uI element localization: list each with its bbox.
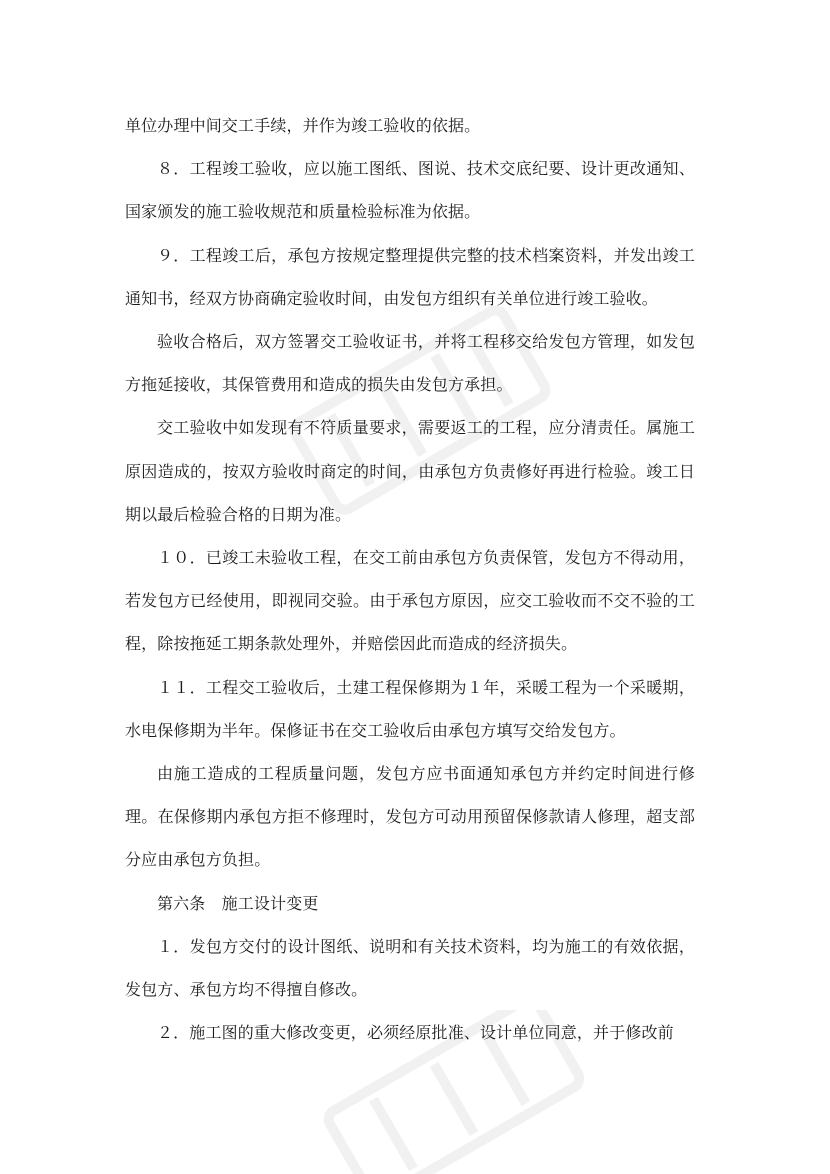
paragraph-3: ９．工程竣工后，承包方按规定整理提供完整的技术档案资料，并发出竣工通知书，经双方协商确定验收时间，由发包方组织有关单位进行竣工验收。 — [125, 245, 695, 308]
paragraph-6: １０．已竣工未验收工程，在交工前由承包方负责保管，发包方不得动用，若发包方已经使用，即视同交验。由于承包方原因，应交工验收而不交不验的工程，除按拖延工期条款处理外，并赔偿因此而造成的经济损失。 — [125, 548, 695, 654]
paragraph-4: 验收合格后，双方签署交工验收证书，并将工程移交给发包方管理，如发包方拖延接收，其保管费用和造成的损失由发包方承担。 — [125, 332, 695, 395]
document-body — [125, 104, 695, 1054]
paragraph-8: 由施工造成的工程质量问题，发包方应书面通知承包方并约定时间进行修理。在保修期内承包方拒不修理时，发包方可动用预留保修款请人修理，超支部分应由承包方负担。 — [125, 764, 695, 870]
section-heading: 第六条 施工设计变更 — [157, 893, 319, 913]
paragraph-2: ８．工程竣工验收，应以施工图纸、图说、技术交底纪要、设计更改通知、国家颁发的施工验收规范和质量检验标准为依据。 — [125, 159, 695, 222]
paragraph-10: １．发包方交付的设计图纸、说明和有关技术资料，均为施工的有效依据，发包方、承包方均不得擅自修改。 — [125, 936, 695, 1000]
paragraph-11: ２．施工图的重大修改变更，必须经原批准、设计单位同意，并于修改前 — [157, 1023, 674, 1043]
paragraph-1: 单位办理中间交工手续，并作为竣工验收的依据。 — [125, 116, 481, 135]
paragraph-7: １１．工程交工验收后，土建工程保修期为１年，采暖工程为一个采暖期，水电保修期为半年。保修证书在交工验收后由承包方填写交给发包方。 — [125, 677, 695, 740]
paragraph-5: 交工验收中如发现有不符质量要求，需要返工的工程，应分清责任。属施工原因造成的，按双方验收时商定的时间，由承包方负责修好再进行检验。竣工日期以最后检验合格的日期为准。 — [125, 418, 695, 524]
